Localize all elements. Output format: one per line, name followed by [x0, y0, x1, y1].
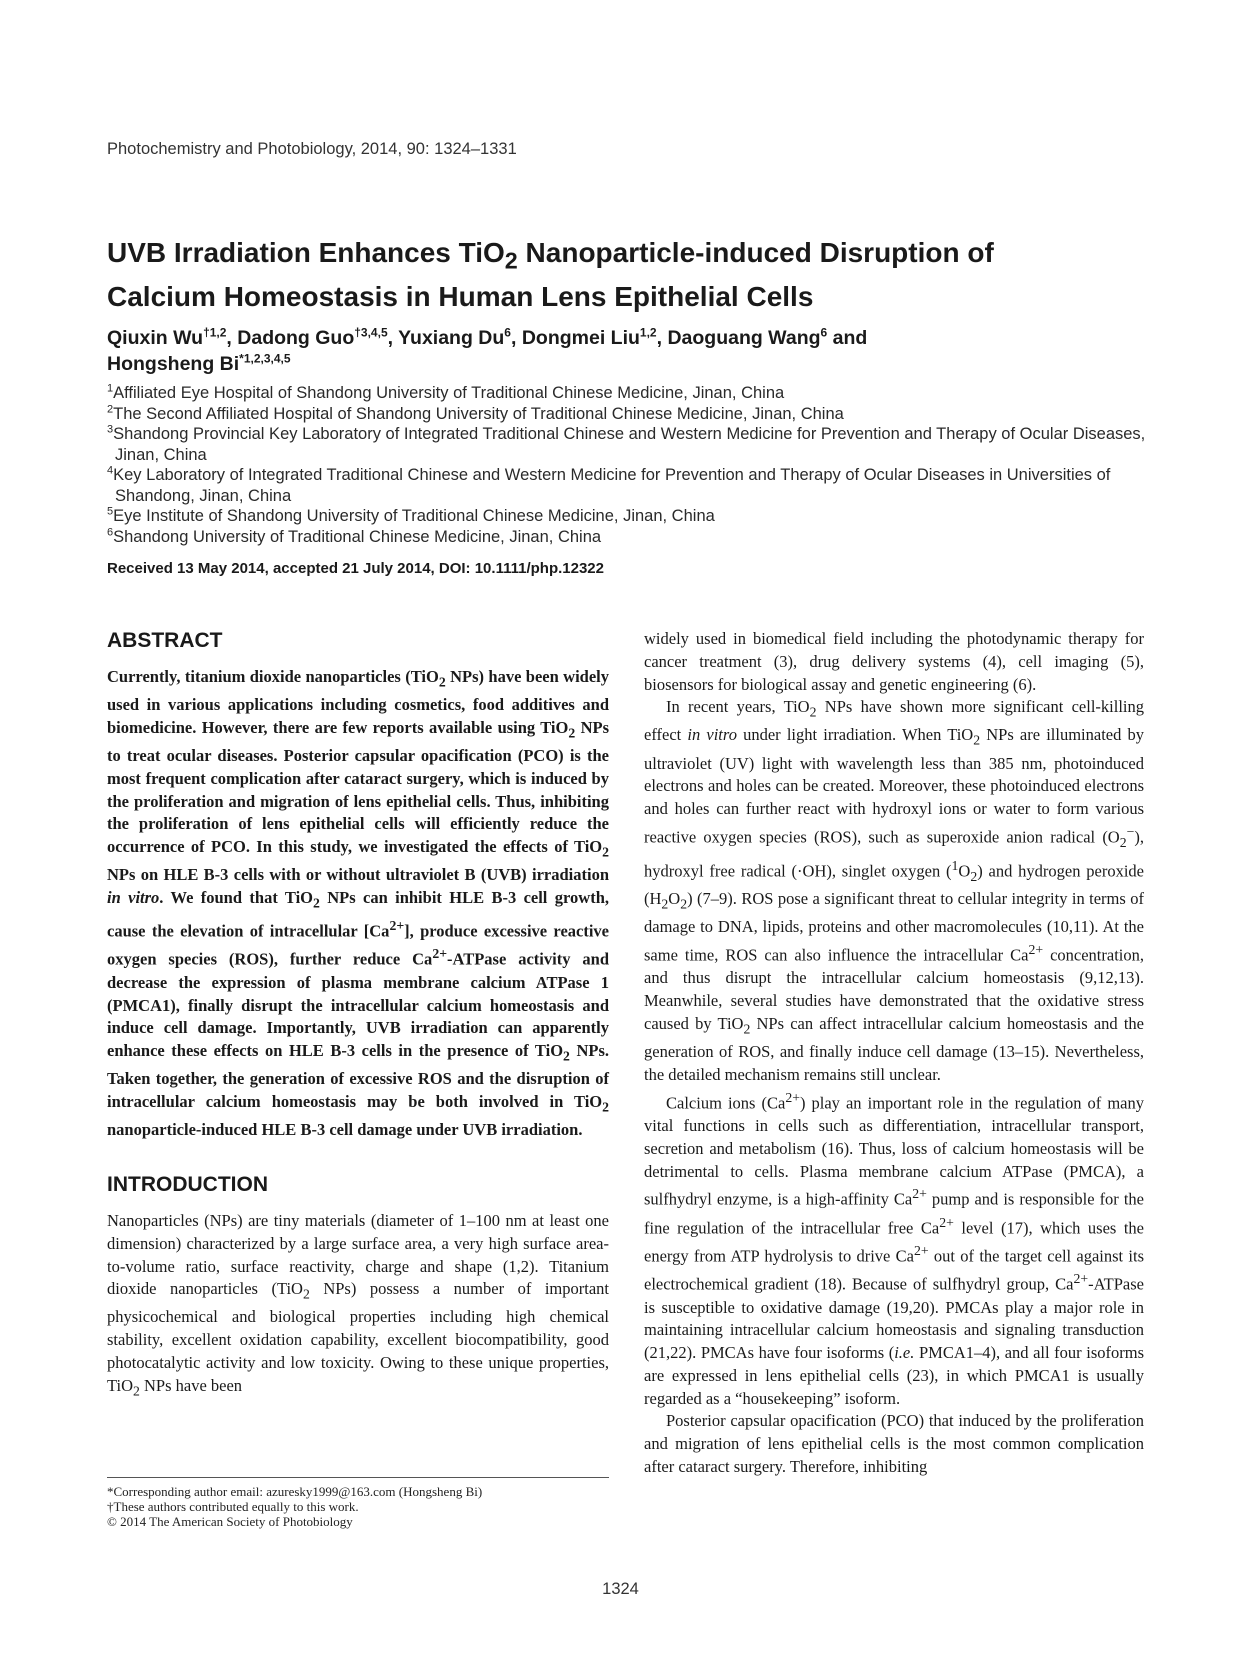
author-sup: †1,2 — [203, 325, 227, 340]
author-name: Yuxiang Du — [398, 327, 505, 349]
author-sup: *1,2,3,4,5 — [239, 351, 291, 366]
affiliation-number: 1 — [107, 382, 114, 395]
author-name: Daoguang Wang — [667, 327, 821, 349]
body-paragraph: In recent years, TiO$_2$ NPs have shown more significant cell-killing effect in vitro under light irradiation. When TiO$_2$ NPs are illuminated by ultraviolet (UV) light with wavelength less than 385 nm, photoinduced electrons and holes can be created. Moreover, these photoinduced electrons and holes can further react with hydroxyl ions or water to form various reactive oxygen species (ROS), such as superoxide anion radical $(O_2^-)$, hydroxyl free radical (·OH), singlet oxygen $(^1O_2)$ and hydrogen peroxide $(H_2O_2)$ (7–9). ROS pose a significant threat to cellular integrity in terms of damage to DNA, lipids, proteins and other macromolecules (10,11). At the same time, ROS can also influence the intracellular $Ca^{2+}$ concentration, and thus disrupt the intracellular calcium homeostasis (9,12,13). Meanwhile, several studies have demonstrated that the oxidative stress caused by TiO$_2$ NPs can affect intracellular calcium homeostasis and the generation of ROS, and finally induce cell damage (13–15). Nevertheless, the detailed mechanism remains still unclear. — [644, 697, 1145, 1084]
affiliation-number: 4 — [107, 464, 114, 477]
introduction-paragraph: Nanoparticles (NPs) are tiny materials (diameter of 1–100 nm at least one dimension) characterized by a large surface area, a very high surface area-to-volume ratio, surface reactivity, charge and shape (1,2). Titanium dioxide nanoparticles (TiO$_2$ NPs) possess a number of important physicochemical and biological properties including high chemical stability, excellent oxidation capability, excellent biocompatibility, good photocatalytic activity and low toxicity. Owing to these unique properties, TiO$_2$ NPs have been — [107, 1210, 609, 1399]
title-line2: Calcium Homeostasis in Human Lens Epithelial Cells — [107, 280, 814, 312]
author-sup: 6 — [504, 325, 511, 340]
abstract-heading: ABSTRACT — [107, 629, 223, 652]
journal-citation: Photochemistry and Photobiology, 2014, 90: 1324–1331 — [107, 140, 517, 158]
page-number: 1324 — [602, 1580, 639, 1598]
affiliation-text: Key Laboratory of Integrated Traditional Chinese and Western Medicine for Prevention and Therapy of Ocular Diseases in Universities of Shandong, Jinan, China — [113, 466, 1111, 505]
title-subscript: 2 — [504, 247, 518, 274]
affiliation-number: 6 — [107, 526, 114, 538]
affiliation-number: 2 — [107, 403, 114, 415]
affiliation-text: The Second Affiliated Hospital of Shandong University of Traditional Chinese Medicine, Jinan, China — [113, 404, 844, 423]
author-name: Hongsheng Bi — [107, 353, 240, 375]
body-paragraph: widely used in biomedical field including the photodynamic therapy for cancer treatment (3), drug delivery systems (4), cell imaging (5), biosensors for biological assay and genetic engineering (6). — [644, 629, 1144, 694]
body-paragraph: Calcium ions $(Ca^{2+})$ play an important role in the regulation of many vital functions in cells such as differentiation, intracellular transport, secretion and metabolism (16). Thus, loss of calcium homeostasis will be detrimental to cells. Plasma membrane calcium ATPase (PMCA), a sulfhydryl enzyme, is a high-affinity $Ca^{2+}$ pump and is responsible for the fine regulation of the intracellular free $Ca^{2+}$ level (17), which uses the energy from ATP hydrolysis to drive $Ca^{2+}$ out of the target cell against its electrochemical gradient (18). Because of sulfhydryl group, $Ca^{2+}$-ATPase is susceptible to oxidative damage (19,20). PMCAs play a major role in maintaining intracellular calcium homeostasis and signaling transduction (21,22). PMCAs have four isoforms (i.e. PMCA1–4), and all four isoforms are expressed in lens epithelial cells (23), in which PMCA1 is usually regarded as a “housekeeping” isoform. — [644, 1089, 1145, 1408]
article-title — [107, 235, 1147, 314]
footnotes — [107, 1477, 609, 1529]
copyright-note: © 2014 The American Society of Photobiology — [107, 1514, 353, 1529]
received-doi-line: Received 13 May 2014, accepted 21 July 2014, DOI: 10.1111/php.12322 — [107, 560, 604, 577]
corresponding-author-note: *Corresponding author email: azuresky1999@163.com (Hongsheng Bi) — [107, 1484, 483, 1499]
equal-contribution-note: †These authors contributed equally to this work. — [107, 1499, 359, 1514]
title-line1-post: Nanoparticle-induced Disruption of — [517, 237, 994, 268]
affiliation-text: Eye Institute of Shandong University of Traditional Chinese Medicine, Jinan, China — [113, 507, 715, 525]
author-name: Qiuxin Wu — [107, 327, 204, 349]
author-sup: 1,2 — [639, 325, 657, 340]
affiliation-number: 5 — [107, 505, 114, 518]
affiliation-text: Affiliated Eye Hospital of Shandong University of Traditional Chinese Medicine, Jinan, China — [113, 384, 785, 402]
affiliation-item — [107, 527, 1177, 548]
affiliation-item — [107, 506, 1177, 527]
affiliation-text: Shandong Provincial Key Laboratory of Integrated Traditional Chinese and Western Medicine for Prevention and Therapy of Ocular Diseases, Jinan, China — [113, 425, 1146, 464]
author-and: and — [832, 327, 868, 349]
affiliation-list — [107, 383, 1177, 547]
author-name: Dongmei Liu — [521, 327, 640, 349]
affiliation-item — [107, 404, 1177, 425]
right-column — [644, 628, 1144, 1479]
author-list: Qiuxin Wu$^{\dagger 1,2}$, Dadong Guo$^{\dagger 3,4,5}$, Yuxiang Du$^6$, Dongmei Liu$^{1,2}$, Daoguang Wang$^6$ and Hongsheng Bi$^{*1,2,3,4,5}$ — [107, 325, 868, 375]
left-column — [107, 628, 609, 1403]
title-line1-pre: UVB Irradiation Enhances TiO — [107, 237, 505, 268]
affiliation-item — [107, 383, 1177, 404]
body-paragraph: Posterior capsular opacification (PCO) that induced by the proliferation and migration of lens epithelial cells is the most common complication after cataract surgery. Therefore, inhibiting — [644, 1411, 1144, 1477]
author-sup: †3,4,5 — [354, 325, 388, 340]
affiliation-item — [107, 424, 1177, 465]
affiliation-item — [107, 465, 1177, 506]
author-sup: 6 — [820, 325, 828, 340]
introduction-heading: INTRODUCTION — [107, 1172, 268, 1196]
affiliation-number: 3 — [107, 423, 114, 436]
author-name: Dadong Guo — [237, 327, 355, 349]
affiliation-text: Shandong University of Traditional Chinese Medicine, Jinan, China — [113, 527, 602, 546]
abstract-body: Currently, titanium dioxide nanoparticles (TiO$_2$ NPs) have been widely used in various applications including cosmetics, food additives and biomedicine. However, there are few reports available using TiO$_2$ NPs to treat ocular diseases. Posterior capsular opacification (PCO) is the most frequent complication after cataract surgery, which is induced by the proliferation and migration of lens epithelial cells. Thus, inhibiting the proliferation of lens epithelial cells will efficiently reduce the occurrence of PCO. In this study, we investigated the effects of TiO$_2$ NPs on HLE B-3 cells with or without ultraviolet B (UVB) irradiation in vitro. We found that TiO$_2$ NPs can inhibit HLE B-3 cell growth, cause the elevation of intracellular $[Ca^{2+}]$, produce excessive reactive oxygen species (ROS), further reduce $Ca^{2+}$-ATPase activity and decrease the expression of plasma membrane calcium ATPase 1 (PMCA1), finally disrupt the intracellular calcium homeostasis and induce cell damage. Importantly, UVB irradiation can apparently enhance these effects on HLE B-3 cells in the presence of TiO$_2$ NPs. Taken together, the generation of excessive ROS and the disruption of intracellular calcium homeostasis may be both involved in TiO$_2$ nanoparticle-induced HLE B-3 cell damage under UVB irradiation. — [107, 667, 610, 1140]
